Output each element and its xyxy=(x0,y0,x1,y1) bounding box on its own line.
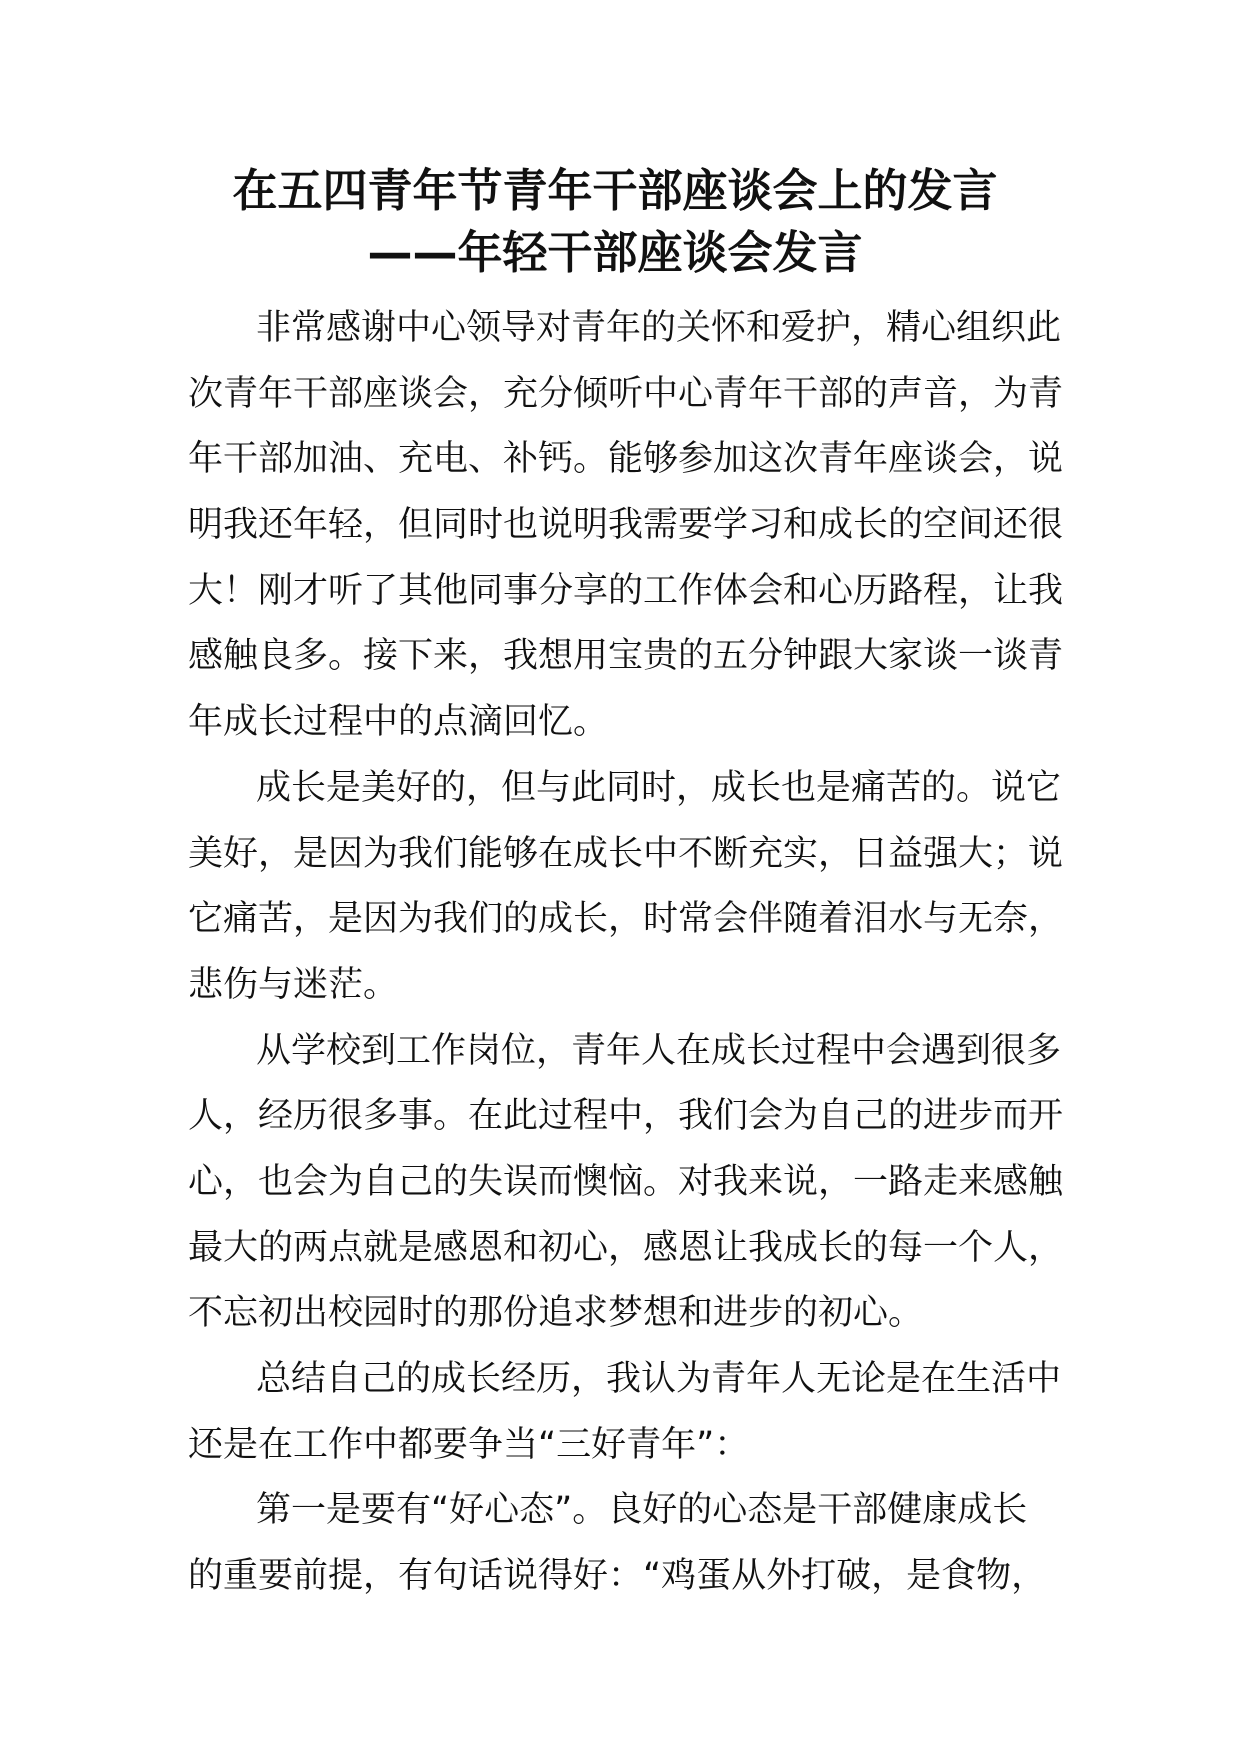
paragraph-3 xyxy=(188,1019,1064,1347)
paragraph-line: 年成长过程中的点滴回忆。 xyxy=(188,702,609,743)
paragraph-line: 最大的两点就是感恩和初心，感恩让我成长的每一个人， xyxy=(188,1227,1064,1268)
paragraph-line: 明我还年轻，但同时也说明我需要学习和成长的空间还很 xyxy=(188,505,1064,546)
paragraph-line: 还是在工作中都要争当“三好青年”： xyxy=(188,1424,750,1465)
paragraph-line: 成长是美好的，但与此同时，成长也是痛苦的。说它 xyxy=(256,767,1062,808)
title-main: 在五四青年节青年干部座谈会上的发言 xyxy=(232,164,998,217)
paragraph-4 xyxy=(188,1347,1062,1478)
paragraph-line: 美好，是因为我们能够在成长中不断充实，日益强大；说 xyxy=(188,833,1064,874)
paragraph-line: 不忘初出校园时的那份追求梦想和进步的初心。 xyxy=(188,1293,924,1334)
paragraph-line: 非常感谢中心领导对青年的关怀和爱护，精心组织此 xyxy=(256,308,1062,348)
paragraph-line: 总结自己的成长经历，我认为青年人无论是在生活中 xyxy=(256,1359,1062,1399)
title-subtitle: ——年轻干部座谈会发言 xyxy=(367,226,863,279)
paragraph-5 xyxy=(188,1478,1058,1609)
paragraph-line: 第一是要有“好心态”。良好的心态是干部健康成长 xyxy=(256,1490,1028,1531)
paragraph-1 xyxy=(188,296,1064,756)
document-title xyxy=(150,160,1080,284)
paragraph-line: 它痛苦，是因为我们的成长，时常会伴随着泪水与无奈， xyxy=(188,899,1064,940)
paragraph-line: 人，经历很多事。在此过程中，我们会为自己的进步而开 xyxy=(188,1096,1064,1137)
paragraph-line: 年干部加油、充电、补钙。能够参加这次青年座谈会，说 xyxy=(188,439,1064,480)
paragraph-line: 次青年干部座谈会，充分倾听中心青年干部的声音，为青 xyxy=(188,373,1064,414)
paragraph-line: 感触良多。接下来，我想用宝贵的五分钟跟大家谈一谈青 xyxy=(188,636,1064,677)
paragraph-line: 从学校到工作岗位，青年人在成长过程中会遇到很多 xyxy=(256,1030,1062,1071)
paragraph-line: 心，也会为自己的失误而懊恼。对我来说，一路走来感触 xyxy=(188,1161,1064,1202)
paragraph-line: 大！刚才听了其他同事分享的工作体会和心历路程，让我 xyxy=(188,570,1064,611)
paragraph-line: 悲伤与迷茫。 xyxy=(188,964,399,1005)
paragraph-line: 的重要前提，有句话说得好：“鸡蛋从外打破，是食物， xyxy=(188,1556,1047,1597)
document-body xyxy=(188,296,1064,1610)
paragraph-2 xyxy=(188,756,1064,1019)
